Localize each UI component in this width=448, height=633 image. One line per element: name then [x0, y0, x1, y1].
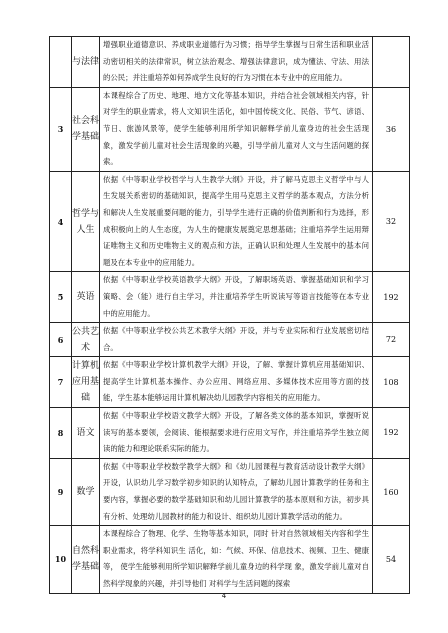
course-number: 4	[50, 171, 72, 272]
course-number	[50, 37, 72, 88]
course-number: 5	[50, 272, 72, 323]
course-name: 自然科学基础	[72, 526, 100, 593]
course-description: 依据《中等职业学校公共艺术教学大纲》开设，并与专业实际和行业发展密切结合。	[100, 323, 373, 357]
course-hours: 54	[373, 526, 410, 593]
course-name: 与法律	[72, 37, 100, 88]
course-hours: 72	[373, 323, 410, 357]
course-description: 本课程综合了物理、化学、生物等基本知识，同时 针对自然领域相关内容和学生职业需求，将学科知识生 活化，如：气候、环保、信息技术、视频、卫生、健康等， 使学生能够利用所学知识解释学前儿童身边的科学现 象，激发学前儿童对自然科学现象的兴趣，并引导他们 对科学与生活问题的探索	[100, 526, 373, 593]
course-name: 英语	[72, 272, 100, 323]
course-description: 依据《中等职业学校英语教学大纲》开设，了解职场英语、掌握基础知识和学习策略、会（能）进行自主学习，并注重培养学生听说读写等语言技能等在本专业中的应用能力。	[100, 272, 373, 323]
table-row	[50, 408, 410, 459]
course-hours: 192	[373, 272, 410, 323]
course-number: 9	[50, 458, 72, 525]
course-name: 语文	[72, 408, 100, 459]
course-number: 7	[50, 357, 72, 408]
table-row	[50, 87, 410, 171]
course-description: 依据《中等职业学校哲学与人生教学大纲》开设，并了解马克思主义哲学中与人生发展关系密切的基础知识，提高学生用马克思主义哲学的基本观点，方法分析和解决人生发展重要问题的能力，引导学生进行正确的价值判断和行为选择，形成积极向上的人生态度，为人生的健康发展奠定思想基础；注重培养学生运用辩证唯物主义和历史唯物主义的观点和方法，正确认识和处理人生发展中的基本问题及在本专业中的应用能力。	[100, 171, 373, 272]
table-row	[50, 272, 410, 323]
table-row	[50, 37, 410, 88]
course-name: 公共艺术	[72, 323, 100, 357]
course-name: 计算机应用基础	[72, 357, 100, 408]
table-row	[50, 323, 410, 357]
table-row	[50, 458, 410, 525]
curriculum-table	[49, 36, 410, 594]
course-name: 哲学与人生	[72, 171, 100, 272]
page-number: 4	[221, 592, 227, 600]
table-row	[50, 171, 410, 272]
course-description: 依据《中等职业学校计算机教学大纲》开设，了解、掌握计算机应用基础知识、提高学生计算机基本操作、办公应用、网络应用、多媒体技术应用等方面的技能，学生基本能够运用计算机解决幼儿园教学内容相关的应用能力。	[100, 357, 373, 408]
course-hours: 108	[373, 357, 410, 408]
table-row	[50, 526, 410, 593]
course-description: 依据《中等职业学校语文教学大纲》开设，了解各类文体的基本知识，掌握听说读写的基本要领，会阅读、能根据要求进行应用文写作，并注重培养学生独立阅读的能力和理论联系实际的能力。	[100, 408, 373, 459]
course-name: 社会科学基础	[72, 87, 100, 171]
course-hours	[373, 37, 410, 88]
course-description: 本课程综合了历史、地理、地方文化等基本知识，并结合社会领域相关内容，针对学生的职业需求，将人文知识生活化，如中国传统文化、民俗、节气、谚语、节日、旅游风景等，使学生能够利用所学知识解释学前儿童身边的社会生活现象，激发学前儿童对社会生活现象的兴趣，引导学前儿童对人文与生活问题的探索。	[100, 87, 373, 171]
course-hours: 36	[373, 87, 410, 171]
course-number: 6	[50, 323, 72, 357]
course-description: 增强职业道德意识、养成职业道德行为习惯；指导学生掌握与日常生活和职业活动密切相关的法律常识，树立法治观念、增强法律意识，成为懂法、守法、用法的公民；并注重培养如何养成学生良好的行为习惯在本专业中的应用能力。	[100, 37, 373, 88]
table-row	[50, 357, 410, 408]
course-hours: 32	[373, 171, 410, 272]
curriculum-table-body	[50, 37, 410, 594]
course-hours: 192	[373, 408, 410, 459]
course-description: 依据《中等职业学校数学教学大纲》和《幼儿园课程与教育活动设计教学大纲》开设，认识幼儿学习数学初步知识的认知特点，了解幼儿园计算教学的任务和主要内容，掌握必要的数学基础知识和幼儿园计算教学的基本原则和方法，初步具有分析、处理幼儿园教材的能力和设计、组织幼儿园计算教学活动的能力。	[100, 458, 373, 525]
course-name: 数学	[72, 458, 100, 525]
course-hours: 160	[373, 458, 410, 525]
course-number: 10	[50, 526, 72, 593]
course-number: 3	[50, 87, 72, 171]
course-number: 8	[50, 408, 72, 459]
